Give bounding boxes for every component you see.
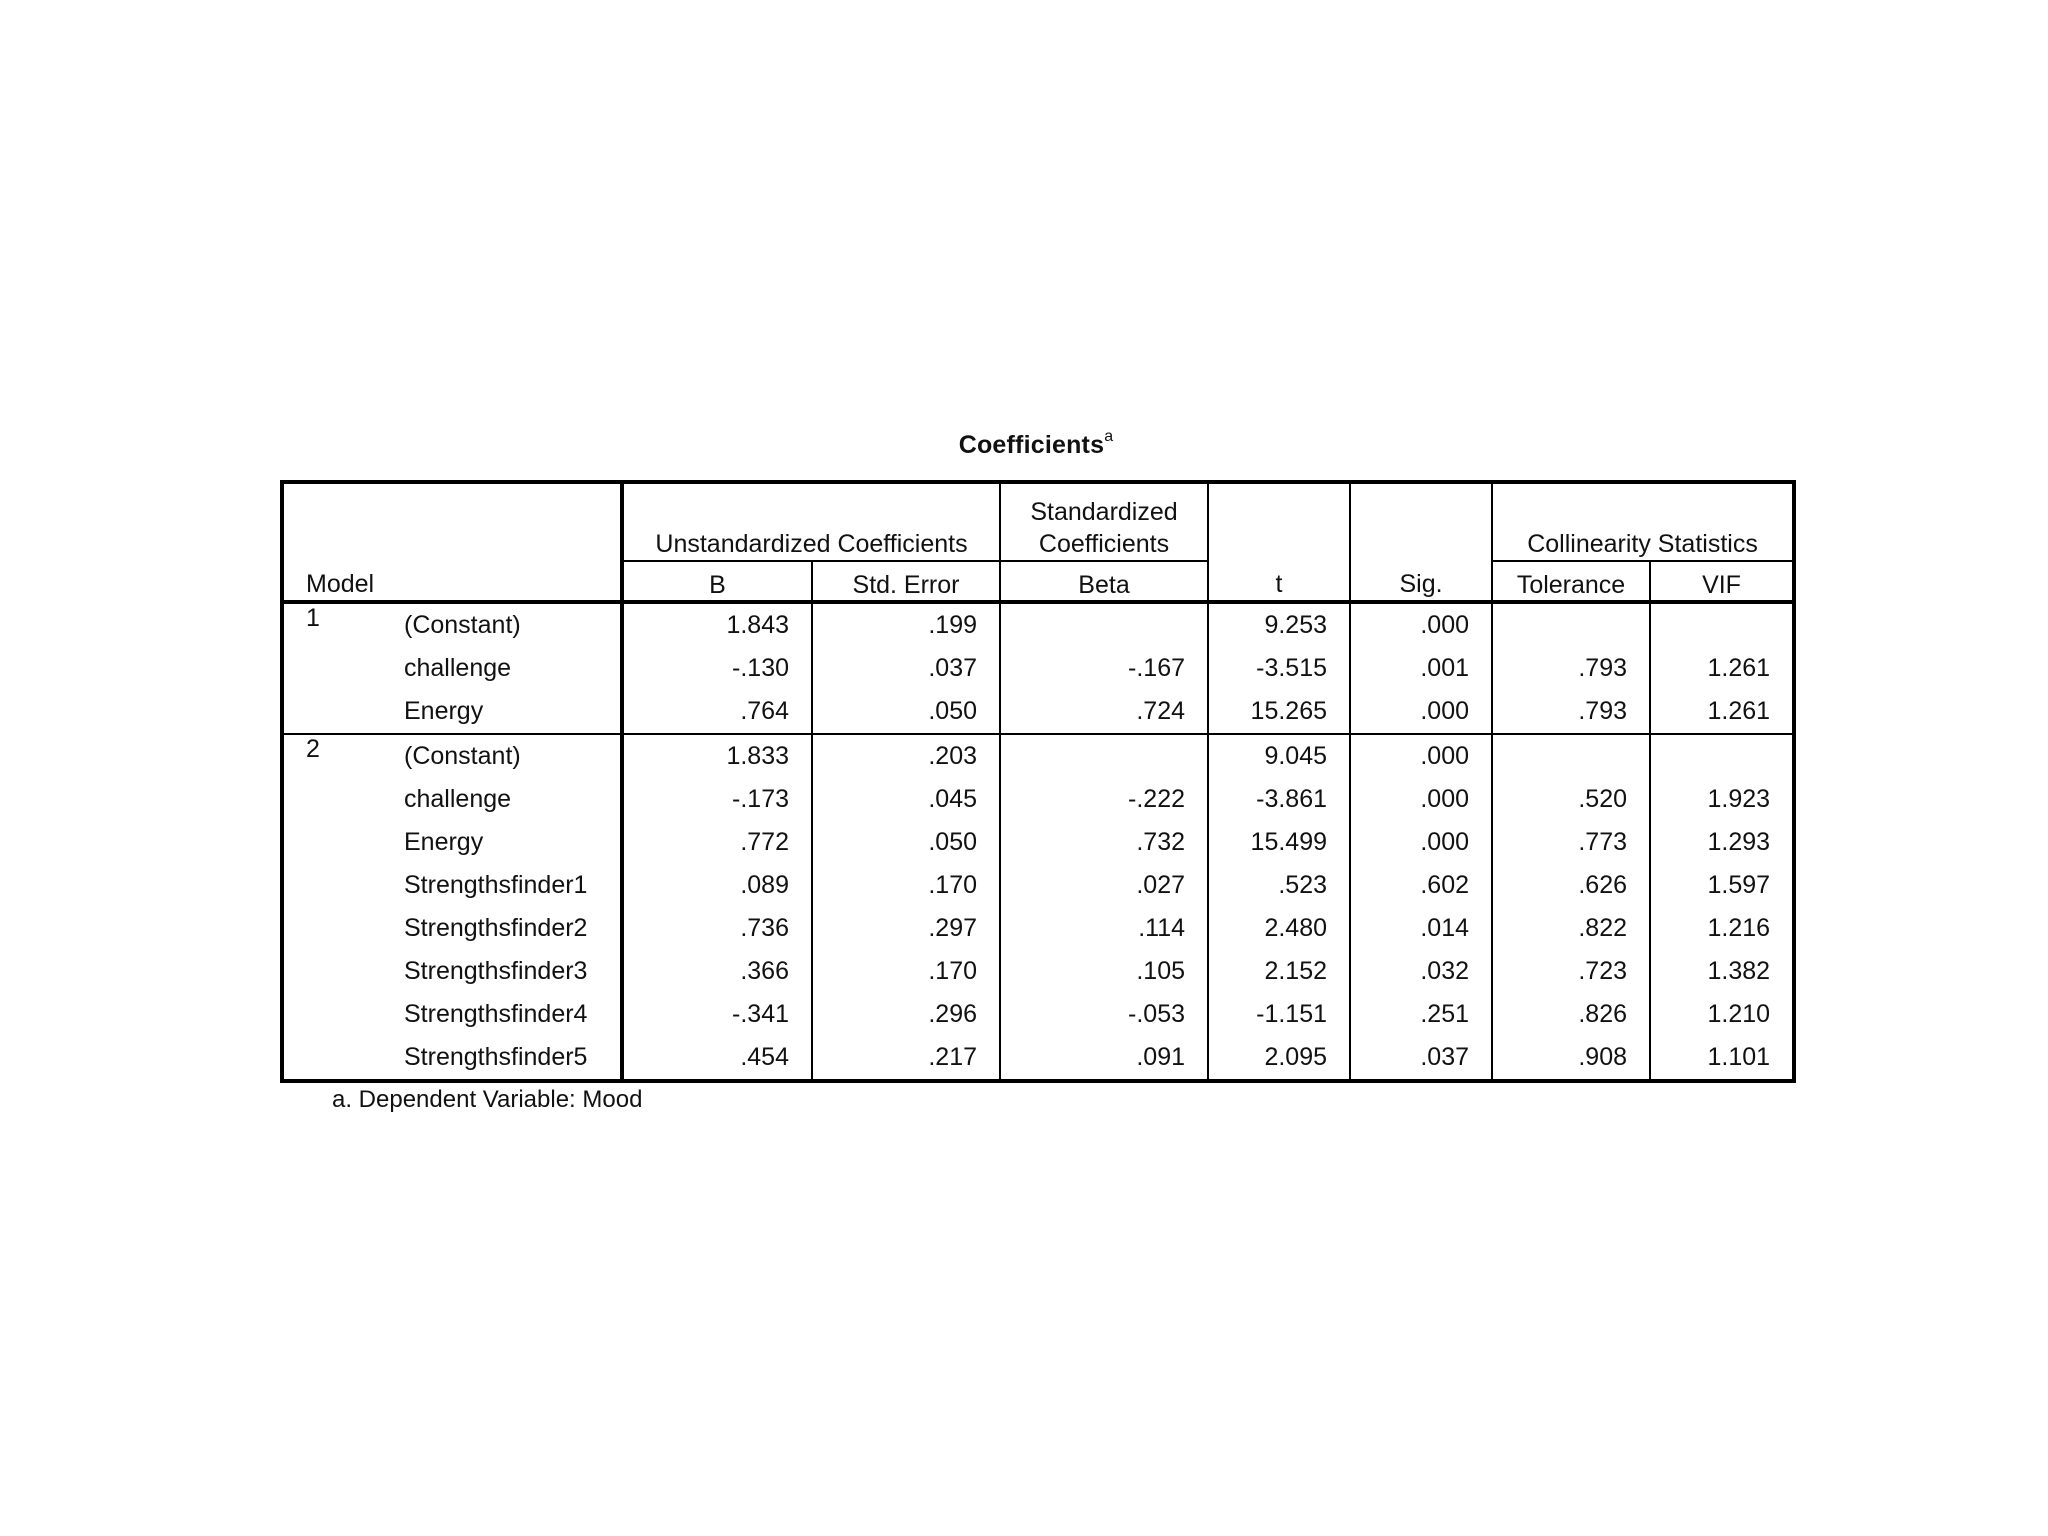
coefficients-table bbox=[280, 480, 1796, 1083]
b-cell: -.341 bbox=[622, 993, 812, 1036]
table-row bbox=[282, 821, 1794, 864]
tolerance-cell: .793 bbox=[1492, 690, 1650, 734]
std-error-cell: .217 bbox=[812, 1036, 1000, 1081]
predictor-name-cell: challenge bbox=[404, 654, 512, 682]
table-row bbox=[282, 864, 1794, 907]
beta-cell: .732 bbox=[1000, 821, 1208, 864]
sig-cell: .032 bbox=[1350, 950, 1492, 993]
tolerance-cell: .723 bbox=[1492, 950, 1650, 993]
footnote: a. Dependent Variable: Mood bbox=[332, 1086, 643, 1113]
b-cell: .772 bbox=[622, 821, 812, 864]
b-cell: .764 bbox=[622, 690, 812, 734]
header-model: Model bbox=[282, 482, 622, 602]
vif-cell: 1.923 bbox=[1650, 778, 1794, 821]
predictor-name-cell: (Constant) bbox=[404, 611, 521, 639]
tolerance-cell: .908 bbox=[1492, 1036, 1650, 1081]
header-standardized-line1: Standardized bbox=[1030, 498, 1178, 526]
vif-cell: 1.261 bbox=[1650, 690, 1794, 734]
predictor-name-cell: Energy bbox=[404, 697, 484, 725]
predictor-name-cell: challenge bbox=[404, 785, 512, 813]
tolerance-cell: .822 bbox=[1492, 907, 1650, 950]
std-error-cell: .199 bbox=[812, 602, 1000, 647]
header-t: t bbox=[1208, 482, 1350, 602]
table-row bbox=[282, 907, 1794, 950]
predictor-name-cell: Strengthsfinder4 bbox=[404, 1000, 588, 1028]
vif-cell bbox=[1650, 734, 1794, 778]
b-cell: -.130 bbox=[622, 647, 812, 690]
table-row bbox=[282, 734, 1794, 778]
header-row-1 bbox=[282, 482, 1794, 561]
std-error-cell: .037 bbox=[812, 647, 1000, 690]
tolerance-cell: .793 bbox=[1492, 647, 1650, 690]
beta-cell: .114 bbox=[1000, 907, 1208, 950]
t-cell: -3.861 bbox=[1208, 778, 1350, 821]
t-cell: 15.499 bbox=[1208, 821, 1350, 864]
std-error-cell: .170 bbox=[812, 950, 1000, 993]
predictor-name-cell: Strengthsfinder2 bbox=[404, 914, 588, 942]
vif-cell: 1.101 bbox=[1650, 1036, 1794, 1081]
predictor-name-cell: Strengthsfinder5 bbox=[404, 1043, 588, 1071]
vif-cell: 1.382 bbox=[1650, 950, 1794, 993]
tolerance-cell: .773 bbox=[1492, 821, 1650, 864]
std-error-cell: .297 bbox=[812, 907, 1000, 950]
sig-cell: .001 bbox=[1350, 647, 1492, 690]
sig-cell: .014 bbox=[1350, 907, 1492, 950]
header-vif: VIF bbox=[1650, 561, 1794, 602]
vif-cell bbox=[1650, 602, 1794, 647]
vif-cell: 1.210 bbox=[1650, 993, 1794, 1036]
b-cell: 1.833 bbox=[622, 734, 812, 778]
sig-cell: .602 bbox=[1350, 864, 1492, 907]
table-row bbox=[282, 602, 1794, 647]
header-collinearity: Collinearity Statistics bbox=[1492, 482, 1794, 561]
header-unstandardized: Unstandardized Coefficients bbox=[622, 482, 1000, 561]
predictor-name-cell: Strengthsfinder1 bbox=[404, 871, 588, 899]
sig-cell: .000 bbox=[1350, 778, 1492, 821]
std-error-cell: .050 bbox=[812, 821, 1000, 864]
sig-cell: .000 bbox=[1350, 602, 1492, 647]
title-footnote-marker: a bbox=[1104, 428, 1114, 445]
b-cell: .736 bbox=[622, 907, 812, 950]
beta-cell: -.222 bbox=[1000, 778, 1208, 821]
header-beta: Beta bbox=[1000, 561, 1208, 602]
sig-cell: .037 bbox=[1350, 1036, 1492, 1081]
beta-cell: .105 bbox=[1000, 950, 1208, 993]
vif-cell: 1.293 bbox=[1650, 821, 1794, 864]
tolerance-cell bbox=[1492, 602, 1650, 647]
table-row bbox=[282, 647, 1794, 690]
table-row bbox=[282, 778, 1794, 821]
t-cell: .523 bbox=[1208, 864, 1350, 907]
tolerance-cell: .826 bbox=[1492, 993, 1650, 1036]
b-cell: 1.843 bbox=[622, 602, 812, 647]
table-row bbox=[282, 1036, 1794, 1081]
t-cell: -1.151 bbox=[1208, 993, 1350, 1036]
b-cell: -.173 bbox=[622, 778, 812, 821]
header-std-error: Std. Error bbox=[812, 561, 1000, 602]
beta-cell: .027 bbox=[1000, 864, 1208, 907]
beta-cell bbox=[1000, 734, 1208, 778]
table-body bbox=[282, 482, 1794, 1081]
predictor-name-cell: (Constant) bbox=[382, 734, 622, 778]
std-error-cell: .296 bbox=[812, 993, 1000, 1036]
t-cell: 2.095 bbox=[1208, 1036, 1350, 1081]
b-cell: .454 bbox=[622, 1036, 812, 1081]
t-cell: -3.515 bbox=[1208, 647, 1350, 690]
t-cell: 2.480 bbox=[1208, 907, 1350, 950]
sig-cell: .000 bbox=[1350, 734, 1492, 778]
model-number-cell: 2 bbox=[282, 734, 382, 1081]
beta-cell: .091 bbox=[1000, 1036, 1208, 1081]
tolerance-cell bbox=[1492, 734, 1650, 778]
t-cell: 9.045 bbox=[1208, 734, 1350, 778]
model-number-cell: 1 bbox=[306, 604, 320, 632]
beta-cell: -.167 bbox=[1000, 647, 1208, 690]
table-row bbox=[282, 690, 1794, 734]
b-cell: .366 bbox=[622, 950, 812, 993]
header-standardized-line2: Coefficients bbox=[1038, 530, 1170, 558]
predictor-name-cell: Strengthsfinder3 bbox=[404, 957, 588, 985]
vif-cell: 1.216 bbox=[1650, 907, 1794, 950]
table-title bbox=[280, 428, 1792, 460]
b-cell: .089 bbox=[622, 864, 812, 907]
table-row bbox=[282, 950, 1794, 993]
std-error-cell: .045 bbox=[812, 778, 1000, 821]
t-cell: 9.253 bbox=[1208, 602, 1350, 647]
tolerance-cell: .520 bbox=[1492, 778, 1650, 821]
table-title-text: Coefficients bbox=[958, 431, 1105, 459]
predictor-name-cell: Energy bbox=[404, 828, 484, 856]
sig-cell: .000 bbox=[1350, 690, 1492, 734]
header-b: B bbox=[622, 561, 812, 602]
vif-cell: 1.597 bbox=[1650, 864, 1794, 907]
header-tolerance: Tolerance bbox=[1492, 561, 1650, 602]
table-row bbox=[282, 993, 1794, 1036]
tolerance-cell: .626 bbox=[1492, 864, 1650, 907]
vif-cell: 1.261 bbox=[1650, 647, 1794, 690]
std-error-cell: .170 bbox=[812, 864, 1000, 907]
header-standardized bbox=[1000, 482, 1208, 561]
t-cell: 2.152 bbox=[1208, 950, 1350, 993]
header-sig: Sig. bbox=[1350, 482, 1492, 602]
std-error-cell: .203 bbox=[812, 734, 1000, 778]
t-cell: 15.265 bbox=[1208, 690, 1350, 734]
sig-cell: .251 bbox=[1350, 993, 1492, 1036]
std-error-cell: .050 bbox=[812, 690, 1000, 734]
beta-cell: .724 bbox=[1000, 690, 1208, 734]
sig-cell: .000 bbox=[1350, 821, 1492, 864]
beta-cell bbox=[1000, 602, 1208, 647]
beta-cell: -.053 bbox=[1000, 993, 1208, 1036]
